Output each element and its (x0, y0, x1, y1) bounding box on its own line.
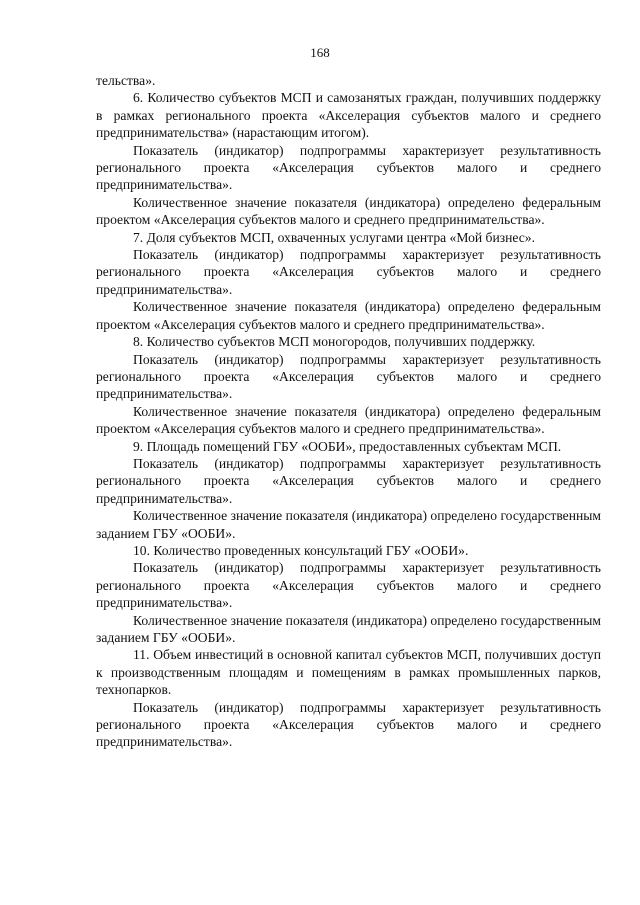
item-9-value-text: Количественное значение показателя (индикатора) определено государственным заданием ГБУ «ООБИ». (96, 508, 601, 541)
paragraph-continuation: тельства». (96, 73, 156, 88)
item-7-value-text: Количественное значение показателя (индикатора) определено федеральным проектом «Акселерация субъектов малого и среднего предпринимательства». (96, 299, 601, 332)
item-7-indicator-text: Показатель (индикатор) подпрограммы характеризует результативность регионального проекта «Акселерация субъектов малого и среднего предпринимательства». (96, 247, 601, 297)
item-6-heading: 6. Количество субъектов МСП и самозанятых граждан, получивших поддержку в рамках регионального проекта «Акселерация субъектов малого и среднего предпринимательства» (нарастающим итогом). (96, 90, 601, 141)
item-9-indicator-text: Показатель (индикатор) подпрограммы характеризует результативность регионального проекта «Акселерация субъектов малого и среднего предпринимательства». (96, 455, 601, 506)
item-11-indicator-text: Показатель (индикатор) подпрограммы характеризует результативность регионального проекта «Акселерация субъектов малого и среднего предпринимательства». (96, 699, 601, 750)
item-6-indicator-text: Показатель (индикатор) подпрограммы характеризует результативность регионального проекта «Акселерация субъектов малого и среднего предпринимательства». (96, 142, 601, 193)
item-7-heading: 7. Доля субъектов МСП, охваченных услугами центра «Мой бизнес». (133, 229, 535, 245)
item-8-heading: 8. Количество субъектов МСП моногородов, получивших поддержку. (133, 334, 536, 350)
page-number: 168 (310, 45, 330, 60)
item-10-heading: 10. Количество проведенных консультаций ГБУ «ООБИ». (133, 542, 469, 558)
item-11-heading: 11. Объем инвестиций в основной капитал субъектов МСП, получивших доступ к производственным площадям и помещениям в рамках промышленных парков, технопарков. (96, 647, 601, 698)
item-9-heading: 9. Площадь помещений ГБУ «ООБИ», предоставленных субъектам МСП. (133, 438, 562, 454)
item-6-value-text: Количественное значение показателя (индикатора) определено федеральным проектом «Акселерация субъектов малого и среднего предпринимательства». (96, 194, 601, 228)
item-8-indicator-text: Показатель (индикатор) подпрограммы характеризует результативность регионального проекта «Акселерация субъектов малого и среднего предпринимательства». (96, 351, 601, 402)
item-10-value-text: Количественное значение показателя (индикатора) определено государственным заданием ГБУ «ООБИ». (96, 612, 601, 645)
item-8-value-text: Количественное значение показателя (индикатора) определено федеральным проектом «Акселерация субъектов малого и среднего предпринимательства». (96, 403, 601, 437)
document-body (96, 72, 601, 751)
item-10-indicator-text: Показатель (индикатор) подпрограммы характеризует результативность регионального проекта «Акселерация субъектов малого и среднего предпринимательства». (96, 560, 601, 611)
